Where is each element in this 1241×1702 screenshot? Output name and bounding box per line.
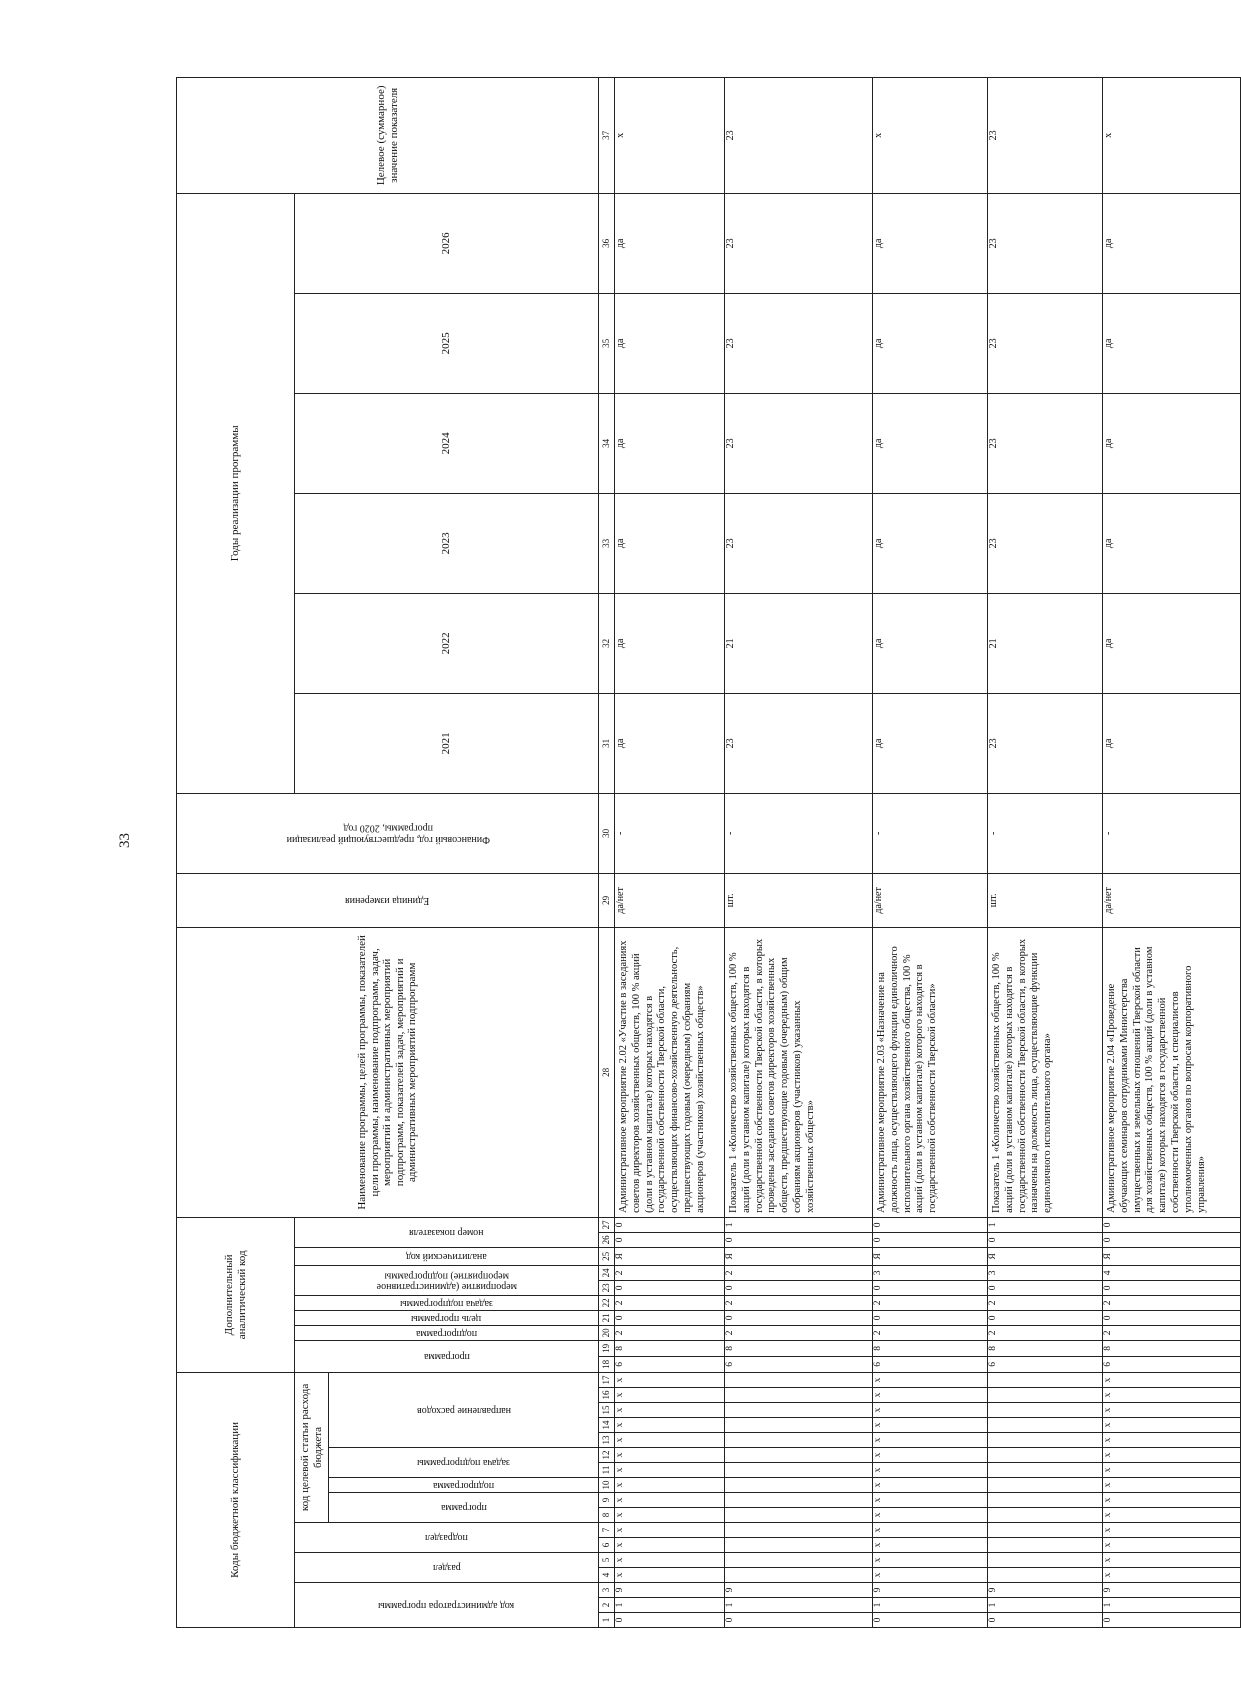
year-value-cell: да [873,593,988,693]
column-number: 36 [599,193,615,293]
code-cell [725,1523,873,1538]
code-cell: 0 [1103,1310,1241,1325]
code-cell [725,1418,873,1433]
code-cell: 6 [615,1356,725,1372]
code-cell: 6 [988,1356,1103,1372]
year-value-cell: 23 [725,193,873,293]
column-number: 25 [599,1247,615,1265]
column-number: 30 [599,793,615,873]
row-description: Показатель 1 «Количество хозяйственных обществ, 100 % акций (доли в уставном капитале) которых находятся в государственной собственности Тверской области, в которых назначены на должность лица, осуществляющие функции единоличного исполнительного органа» [988,927,1103,1217]
code-cell: 9 [1103,1583,1241,1598]
header-year-2022: 2022 [295,593,599,693]
unit-cell: да/нет [1103,873,1241,927]
column-number: 24 [599,1265,615,1280]
code-cell: 0 [1103,1613,1241,1628]
code-cell: 0 [615,1280,725,1295]
year-value-cell: да [1103,393,1241,493]
code-cell [988,1568,1103,1583]
header-program: программа [329,1493,599,1523]
code-cell: x [873,1538,988,1553]
column-number: 27 [599,1217,615,1232]
unit-cell: шт. [988,873,1103,927]
code-cell: 1 [725,1217,873,1232]
code-cell [988,1523,1103,1538]
code-cell: x [615,1508,725,1523]
code-cell: 9 [725,1583,873,1598]
header-expense-direction: направление расходов [329,1372,599,1447]
header-year-2021: 2021 [295,693,599,793]
code-cell: 6 [873,1356,988,1372]
code-cell: 2 [615,1325,725,1340]
code-cell: 0 [615,1217,725,1232]
code-cell: 9 [873,1583,988,1598]
year-value-cell: да [1103,193,1241,293]
column-number: 29 [599,873,615,927]
column-number: 26 [599,1232,615,1247]
fin-year-cell: - [615,793,725,873]
column-number: 8 [599,1508,615,1523]
column-number: 1 [599,1613,615,1628]
code-cell: x [1103,1448,1241,1463]
code-cell: 1 [615,1598,725,1613]
code-cell: x [615,1463,725,1478]
code-cell: x [873,1568,988,1583]
year-value-cell: 23 [725,693,873,793]
code-cell: 0 [873,1310,988,1325]
header-fin-year: Финансовый год, предшествующий реализации программы, 2020 год [177,793,599,873]
column-number: 37 [599,77,615,193]
code-cell: 8 [988,1340,1103,1356]
column-number: 31 [599,693,615,793]
code-cell: 1 [725,1598,873,1613]
row-description: Административное мероприятие 2.04 «Проведение обучающих семинаров сотрудниками Министерства имущественных и земельных отношений Тверской области для хозяйственных обществ, 100 % акций (доли в уставном капитале) которых находятся в государственной собственности Тверской области, и специалистов уполномоченных органов по вопросам корпоративного управления» [1103,927,1241,1217]
table-row [615,77,725,1627]
header-years-group: Годы реализации программы [177,193,295,793]
year-value-cell: 23 [988,293,1103,393]
code-cell: Я [615,1247,725,1265]
code-cell: Я [1103,1247,1241,1265]
year-value-cell: 23 [988,493,1103,593]
code-cell: x [615,1538,725,1553]
target-value-cell: x [873,77,988,193]
fin-year-cell: - [988,793,1103,873]
unit-cell: да/нет [873,873,988,927]
code-cell: x [615,1568,725,1583]
code-cell: x [873,1553,988,1568]
code-cell: 0 [988,1613,1103,1628]
code-cell [725,1553,873,1568]
code-cell: 0 [873,1280,988,1295]
code-cell: 0 [988,1280,1103,1295]
code-cell: x [615,1523,725,1538]
table-row [988,77,1103,1627]
column-number: 18 [599,1356,615,1372]
column-number: 15 [599,1403,615,1418]
year-value-cell: 23 [725,393,873,493]
code-cell [988,1433,1103,1448]
code-cell: 8 [615,1340,725,1356]
code-cell: x [873,1418,988,1433]
column-number: 34 [599,393,615,493]
code-cell [988,1553,1103,1568]
page-number: 33 [117,833,133,848]
code-cell [725,1493,873,1508]
year-value-cell: 23 [988,193,1103,293]
header-program-ac: программа [295,1340,599,1372]
code-cell: 2 [725,1265,873,1280]
code-cell [725,1463,873,1478]
year-value-cell: 23 [988,393,1103,493]
year-value-cell: да [873,393,988,493]
code-cell [725,1538,873,1553]
column-number: 13 [599,1433,615,1448]
code-cell: 3 [873,1265,988,1280]
code-cell: 3 [988,1265,1103,1280]
header-unit: Единица измерения [177,873,599,927]
year-value-cell: да [615,693,725,793]
table-row [725,77,873,1627]
code-cell [988,1493,1103,1508]
code-cell: x [1103,1553,1241,1568]
target-value-cell: x [1103,77,1241,193]
header-admin-code: код администратора программы [295,1583,599,1628]
table-row [1103,77,1241,1627]
code-cell: x [615,1493,725,1508]
row-description: Административное мероприятие 2.03 «Назначение на должность лица, осуществляющего функции единоличного исполнительного органа хозяйственного общества, 100 % акций (доли в уставном капитале) которого находятся в государственной собственности Тверской области» [873,927,988,1217]
code-cell: 2 [725,1325,873,1340]
unit-cell: да/нет [615,873,725,927]
code-cell [988,1538,1103,1553]
code-cell: 2 [1103,1295,1241,1310]
code-cell [988,1463,1103,1478]
target-value-cell: 23 [725,77,873,193]
code-cell: 9 [988,1583,1103,1598]
code-cell: x [615,1388,725,1403]
code-cell: x [873,1403,988,1418]
code-cell: 0 [725,1280,873,1295]
year-value-cell: 21 [988,593,1103,693]
year-value-cell: да [615,393,725,493]
column-number: 21 [599,1310,615,1325]
year-value-cell: 23 [725,493,873,593]
code-cell: 8 [873,1340,988,1356]
code-cell: 2 [615,1265,725,1280]
header-year-2025: 2025 [295,293,599,393]
column-number: 28 [599,927,615,1217]
code-cell [988,1372,1103,1387]
code-cell: x [1103,1418,1241,1433]
code-cell: 2 [1103,1325,1241,1340]
code-cell: 0 [615,1232,725,1247]
year-value-cell: да [615,593,725,693]
code-cell: 4 [1103,1265,1241,1280]
code-cell: Я [725,1247,873,1265]
code-cell: x [615,1433,725,1448]
code-cell: 0 [725,1613,873,1628]
year-value-cell: да [873,193,988,293]
year-value-cell: 21 [725,593,873,693]
rotated-table-wrapper [176,85,1207,1628]
code-cell: 0 [988,1232,1103,1247]
code-cell [988,1388,1103,1403]
code-cell: 1 [988,1598,1103,1613]
year-value-cell: да [615,193,725,293]
header-budget-codes: Коды бюджетной классификации [177,1372,295,1627]
code-cell: x [873,1433,988,1448]
code-cell: x [615,1553,725,1568]
header-target-value: Целевое (суммарное) значение показателя [177,77,599,193]
header-indicator-number: номер показателя [295,1217,599,1247]
code-cell [725,1478,873,1493]
code-cell: x [615,1448,725,1463]
column-number: 33 [599,493,615,593]
code-cell: x [1103,1478,1241,1493]
code-cell [725,1388,873,1403]
code-cell: x [873,1523,988,1538]
code-cell: 2 [615,1295,725,1310]
code-cell: x [873,1463,988,1478]
header-name: Наименование программы, целей программы, показателей цели программы, наименование подпрограмм, задач, мероприятий и административных мероприятий подпрограмм, показателей задач, мероприятий и административных мероприятий подпрограмм [177,927,599,1217]
header-activity: мероприятие (административное мероприятие) подпрограммы [295,1265,599,1295]
header-subsection: подраздел [295,1523,599,1553]
program-indicators-table [176,77,1241,1628]
column-number: 4 [599,1568,615,1583]
header-target-article: код целевой статьи расхода бюджета [295,1372,329,1522]
code-cell: 0 [725,1310,873,1325]
code-cell [725,1433,873,1448]
column-number: 3 [599,1583,615,1598]
code-cell: x [1103,1433,1241,1448]
code-cell [725,1372,873,1387]
column-number: 11 [599,1463,615,1478]
code-cell: Я [988,1247,1103,1265]
code-cell: 2 [988,1325,1103,1340]
year-value-cell: 23 [988,693,1103,793]
code-cell: x [1103,1493,1241,1508]
code-cell [988,1508,1103,1523]
code-cell: 0 [1103,1232,1241,1247]
code-cell: x [1103,1388,1241,1403]
code-cell: x [615,1403,725,1418]
code-cell: 1 [1103,1598,1241,1613]
code-cell: 2 [873,1325,988,1340]
year-value-cell: да [873,293,988,393]
code-cell: 1 [988,1217,1103,1232]
column-number: 35 [599,293,615,393]
column-number: 2 [599,1598,615,1613]
header-extra-code: Дополнительный аналитический код [177,1217,295,1372]
column-number: 6 [599,1538,615,1553]
target-value-cell: 23 [988,77,1103,193]
target-value-cell: x [615,77,725,193]
column-number: 23 [599,1280,615,1295]
code-cell: 6 [725,1356,873,1372]
code-cell: x [1103,1403,1241,1418]
column-number: 19 [599,1340,615,1356]
code-cell [725,1403,873,1418]
code-cell: 1 [873,1598,988,1613]
year-value-cell: да [1103,593,1241,693]
code-cell: x [1103,1523,1241,1538]
column-number: 22 [599,1295,615,1310]
code-cell: x [615,1418,725,1433]
code-cell: 0 [873,1232,988,1247]
table-row [873,77,988,1627]
column-number: 5 [599,1553,615,1568]
code-cell: 0 [725,1232,873,1247]
code-cell: Я [873,1247,988,1265]
column-numbers-row [599,77,615,1627]
header-section: раздел [295,1553,599,1583]
column-number: 14 [599,1418,615,1433]
header-subprogram: подпрограмма [329,1478,599,1493]
code-cell: 0 [988,1310,1103,1325]
code-cell: 2 [988,1295,1103,1310]
code-cell: x [1103,1538,1241,1553]
column-number: 7 [599,1523,615,1538]
header-year-2024: 2024 [295,393,599,493]
code-cell: x [873,1493,988,1508]
column-number: 9 [599,1493,615,1508]
header-subprogram-ac: подпрограмма [295,1325,599,1340]
header-subprogram-task-ac: задача подпрограммы [295,1295,599,1310]
code-cell: x [873,1478,988,1493]
year-value-cell: да [873,693,988,793]
code-cell: 9 [615,1583,725,1598]
year-value-cell: да [1103,293,1241,393]
row-description: Административное мероприятие 2.02 «Участие в заседаниях советов директоров хозяйственных обществ, 100 % акций (доли в уставном капитале) которых находятся в государственной собственности Тверской области, осуществляющих финансово-хозяйственную деятельность, предшествующих годовым (очередным) собраниям акционеров (участников) хозяйственных обществ» [615,927,725,1217]
year-value-cell: да [1103,493,1241,593]
code-cell: x [1103,1463,1241,1478]
code-cell: 2 [725,1295,873,1310]
code-cell: 0 [873,1613,988,1628]
code-cell: 0 [1103,1280,1241,1295]
row-description: Показатель 1 «Количество хозяйственных обществ, 100 % акций (доли в уставном капитале) которых находятся в государственной собственности Тверской области, в которых проведены заседания советов директоров хозяйственных обществ, предшествующие годовым (очередным) общим собраниям акционеров (участников) указанных хозяйственных обществ» [725,927,873,1217]
code-cell [725,1568,873,1583]
column-number: 20 [599,1325,615,1340]
code-cell: x [1103,1568,1241,1583]
column-number: 32 [599,593,615,693]
code-cell: 0 [873,1217,988,1232]
header-year-2026: 2026 [295,193,599,293]
code-cell [988,1418,1103,1433]
code-cell: 8 [1103,1340,1241,1356]
code-cell: x [615,1372,725,1387]
code-cell [988,1448,1103,1463]
code-cell: 0 [615,1310,725,1325]
code-cell: x [1103,1508,1241,1523]
code-cell [988,1478,1103,1493]
header-year-2023: 2023 [295,493,599,593]
code-cell: 0 [615,1613,725,1628]
unit-cell: шт. [725,873,873,927]
column-number: 16 [599,1388,615,1403]
year-value-cell: да [615,293,725,393]
code-cell [725,1448,873,1463]
code-cell: 0 [1103,1217,1241,1232]
column-number: 17 [599,1372,615,1387]
code-cell: x [873,1448,988,1463]
year-value-cell: 23 [725,293,873,393]
code-cell: x [615,1478,725,1493]
header-subprogram-task: задача подпрограммы [329,1448,599,1478]
year-value-cell: да [873,493,988,593]
fin-year-cell: - [1103,793,1241,873]
code-cell: 2 [873,1295,988,1310]
fin-year-cell: - [725,793,873,873]
header-program-goal: цель программы [295,1310,599,1325]
code-cell [988,1403,1103,1418]
fin-year-cell: - [873,793,988,873]
code-cell: x [873,1388,988,1403]
code-cell: x [873,1372,988,1387]
column-number: 10 [599,1478,615,1493]
code-cell: x [873,1508,988,1523]
code-cell: 6 [1103,1356,1241,1372]
code-cell: x [1103,1372,1241,1387]
column-number: 12 [599,1448,615,1463]
code-cell [725,1508,873,1523]
code-cell: 8 [725,1340,873,1356]
year-value-cell: да [615,493,725,593]
year-value-cell: да [1103,693,1241,793]
header-analytic-code: аналитический код [295,1247,599,1265]
